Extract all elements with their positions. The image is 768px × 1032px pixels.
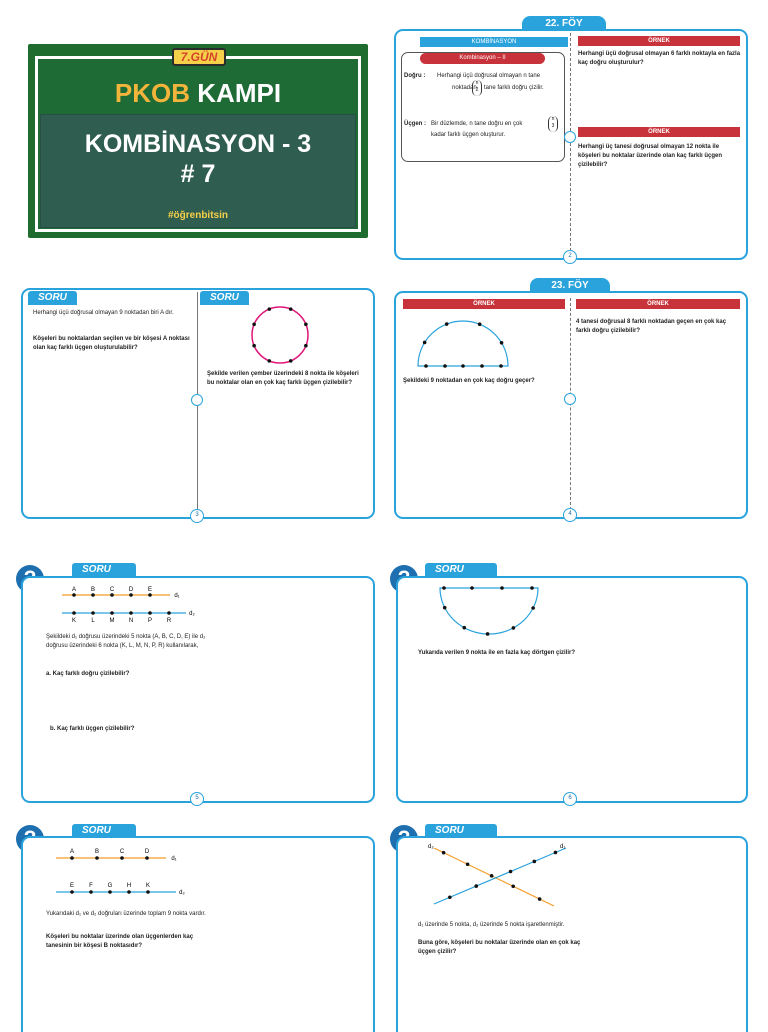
p8-line-d1 — [434, 848, 566, 904]
p5-lines-figure — [58, 586, 198, 626]
p6-diameter-point — [442, 586, 446, 590]
p8-label-d2: d₂ — [428, 844, 434, 850]
p2-dogru-binom — [472, 80, 482, 96]
p3-page-number: 3 — [190, 509, 204, 523]
p5-question-a: a. Kaç farklı doğru çizilebilir? — [46, 671, 130, 677]
p7-d2-label: K — [145, 883, 151, 889]
cover-number: # 7 — [180, 160, 216, 188]
p4-question-1: Şekildeki 9 noktadan en çok kaç doğru geçer? — [403, 378, 535, 384]
p5-d2-point — [129, 611, 133, 615]
p8-d1-point — [533, 860, 537, 864]
p6-diameter-point — [500, 586, 504, 590]
p3-circle-point — [289, 359, 293, 363]
p4-divider-dot — [564, 393, 576, 405]
tab-foy-23: 23. FÖY — [530, 278, 610, 293]
p4-ornek-2: ÖRNEK — [576, 299, 740, 309]
p2-dogru-text2b: tane farklı doğru çizilir. — [484, 85, 544, 91]
p3-circle-point — [252, 344, 256, 348]
p8-label-d1: d₁ — [560, 844, 566, 850]
p2-dogru-label: Doğru : — [404, 73, 426, 79]
p5-d2-label: L — [91, 618, 95, 624]
p5-question-b: b. Kaç farklı üçgen çizilebilir? — [50, 726, 135, 732]
p2-ornek-2: ÖRNEK — [578, 127, 740, 137]
p3-soru-tab-2: SORU — [200, 291, 249, 305]
p3-question-1a: Herhangi üçü doğrusal olmayan 9 noktadan biri A dır. — [33, 310, 174, 316]
p3-circle-point — [289, 307, 293, 311]
p5-d2-label: R — [166, 618, 172, 624]
p7-d1-point — [145, 856, 149, 860]
p7-d1-name: d₁ — [171, 856, 177, 862]
p6-diameter-point — [470, 586, 474, 590]
p4-arc-point — [445, 322, 449, 326]
cover-brand-pkob: PKOB — [114, 78, 191, 108]
p5-d1-label: C — [109, 587, 115, 593]
p7-d1-label: A — [69, 849, 75, 855]
p5-d2-label: K — [71, 618, 77, 624]
p6-page-number: 6 — [563, 792, 577, 806]
p2-ucgen-label: Üçgen : — [404, 121, 427, 127]
p5-d1-label: E — [147, 587, 153, 593]
p5-d1-name: d₁ — [174, 593, 180, 599]
p4-page-number: 4 — [563, 508, 577, 522]
p4-arc-point — [423, 341, 427, 345]
p4-semicircle-arc — [418, 321, 508, 366]
tab-foy-22: 22. FÖY — [522, 16, 606, 31]
p4-semicircle-figure — [412, 316, 514, 368]
p4-diameter-point — [480, 364, 484, 368]
p3-circle-point — [267, 307, 271, 311]
cover-day-badge: 7.GÜN — [172, 48, 226, 66]
p2-ucgen-binom-top: n — [551, 116, 555, 122]
p5-d2-name: d₂ — [189, 611, 195, 617]
p6-soru-tab: SORU — [425, 563, 497, 577]
p4-arc-point — [500, 341, 504, 345]
p8-d1-point — [474, 884, 478, 888]
cover-brand-kampi: KAMPI — [197, 78, 282, 108]
p8-d1-point — [448, 895, 452, 899]
p2-dogru-text1: Herhangi üçü doğrusal olmayan n tane — [437, 73, 541, 79]
p2-ucgen-binom-bottom: 3 — [551, 123, 555, 129]
p5-d1-point — [129, 593, 133, 597]
p2-question-2: Herhangi üç tanesi doğrusal olmayan 12 nokta ile köşeleri bu noktalar üzerinde olan kaç farklı üçgen çizilebilir? — [578, 144, 723, 168]
p2-info-box — [401, 52, 565, 162]
p8-d1-point — [509, 870, 513, 874]
p3-circle-figure — [240, 300, 320, 370]
p3-question-1b: Köşeleri bu noktalardan seçilen ve bir köşesi A noktası olan kaç farklı üçgen oluşturulabilir? — [33, 336, 190, 351]
p6-arc-point — [443, 606, 447, 610]
p7-lines-figure — [52, 846, 192, 900]
p8-d2-point — [490, 874, 494, 878]
p5-d1-point — [91, 593, 95, 597]
p6-arc-point — [486, 632, 490, 636]
p5-d1-label: B — [90, 587, 96, 593]
p7-d1-point — [70, 856, 74, 860]
p4-diameter-point — [499, 364, 503, 368]
p4-question-2: 4 tanesi doğrusal 8 farklı noktadan geçen en çok kaç farklı doğru çizilebilir? — [576, 319, 727, 334]
p7-d2-label: F — [89, 883, 93, 889]
p5-d2-point — [91, 611, 95, 615]
p7-d2-point — [108, 890, 112, 894]
p4-arc-point — [478, 322, 482, 326]
p7-d2-label: E — [69, 883, 75, 889]
p2-divider-dot — [564, 131, 576, 143]
p5-text: Şekildeki d₁ doğrusu üzerindeki 5 nokta (A, B, C, D, E) ile d₂ doğrusu üzerindeki 6 nokta (K, L, M, N, P, R) kullanılarak, — [46, 634, 206, 649]
p7-d2-name: d₂ — [179, 890, 185, 896]
p3-circle-point — [267, 359, 271, 363]
p7-d2-point — [146, 890, 150, 894]
p4-diameter-point — [424, 364, 428, 368]
p8-d1-point — [554, 851, 558, 855]
p8-crossing-lines-figure — [418, 840, 586, 910]
p5-d2-point — [148, 611, 152, 615]
p8-d2-point — [466, 862, 470, 866]
p7-text: Yukarıdaki d₁ ve d₂ doğruları üzerinde toplam 9 nokta vardır. — [46, 911, 206, 917]
p2-ucgen-text1: Bir düzlemde, n tane doğru en çok — [431, 121, 523, 127]
p2-ornek-1: ÖRNEK — [578, 36, 740, 46]
p5-d2-point — [72, 611, 76, 615]
p8-d2-point — [442, 851, 446, 855]
p8-line-d2 — [434, 848, 554, 906]
p5-soru-tab: SORU — [72, 563, 136, 577]
p4-ornek-1: ÖRNEK — [403, 299, 565, 309]
p8-text: d₁ üzerinde 5 nokta, d₂ üzerinde 5 nokta işaretlenmiştir. — [418, 922, 565, 928]
p7-d2-point — [89, 890, 93, 894]
p5-d2-label: M — [109, 618, 115, 624]
p8-d2-point — [538, 897, 542, 901]
p6-question: Yukarıda verilen 9 nokta ile en fazla kaç dörtgen çizilir? — [418, 650, 576, 656]
cover-card — [28, 44, 368, 238]
p4-diameter-point — [461, 364, 465, 368]
p6-semicircle-arc — [440, 588, 538, 634]
p5-d2-point — [167, 611, 171, 615]
p6-arc-point — [531, 606, 535, 610]
p5-d1-point — [148, 593, 152, 597]
p8-soru-tab: SORU — [425, 824, 497, 838]
p5-d2-point — [110, 611, 114, 615]
p3-circle-point — [252, 322, 256, 326]
p7-soru-tab: SORU — [72, 824, 136, 838]
p2-ucgen-binom — [548, 116, 558, 132]
p7-d1-label: B — [94, 849, 100, 855]
p7-question: Köşeleri bu noktalar üzerinde olan üçgenlerden kaç tanesinin bir köşesi B noktasıdır? — [46, 934, 194, 949]
p2-ucgen-text2: kadar farklı üçgen oluşturur. — [431, 132, 506, 138]
p2-dogru-binom-bottom: 2 — [475, 87, 479, 93]
p6-semicircle-figure — [436, 582, 542, 638]
p7-d2-label: H — [126, 883, 132, 889]
p6-arc-point — [512, 626, 516, 630]
p5-d1-point — [110, 593, 114, 597]
p3-question-2: Şekilde verilen çember üzerindeki 8 nokta ile köşeleri bu noktalar olan en çok kaç farklı üçgen çizilebilir? — [207, 371, 359, 386]
p3-circle-point — [304, 344, 308, 348]
p7-d1-point — [120, 856, 124, 860]
p8-d2-point — [511, 884, 515, 888]
cover-title: KOMBİNASYON - 3 — [84, 130, 312, 158]
p2-dogru-text2a: noktadan — [452, 85, 477, 91]
p5-d2-label: N — [128, 618, 134, 624]
p5-d2-label: P — [147, 618, 153, 624]
p5-page-number: 5 — [190, 792, 204, 806]
p3-divider-dot — [191, 394, 203, 406]
p7-d2-point — [127, 890, 131, 894]
p6-diameter-point — [530, 586, 534, 590]
p7-d2-label: G — [107, 883, 113, 889]
p7-d1-point — [95, 856, 99, 860]
p7-d1-label: C — [119, 849, 125, 855]
p2-header: KOMBİNASYON — [420, 37, 568, 47]
p6-arc-point — [462, 626, 466, 630]
p3-circle-point — [304, 322, 308, 326]
p2-dogru-binom-top: n — [475, 80, 479, 86]
p7-d1-label: D — [144, 849, 150, 855]
p2-question-1: Herhangi üçü doğrusal olmayan 6 farklı noktayla en fazla kaç doğru oluşturulur? — [578, 51, 741, 66]
p4-diameter-point — [443, 364, 447, 368]
p3-circle — [252, 307, 308, 363]
p3-soru-tab-1: SORU — [28, 291, 77, 305]
p2-page-number: 2 — [563, 250, 577, 264]
p8-question: Buna göre, köşeleri bu noktalar üzerinde olan en çok kaç üçgen çizilir? — [418, 940, 581, 955]
p5-d1-label: D — [128, 587, 134, 593]
cover-hashtag: #öğrenbitsin — [167, 210, 228, 221]
p7-d2-point — [70, 890, 74, 894]
p2-box-title: Kombinasyon – II — [420, 53, 545, 64]
cover-brand — [28, 78, 368, 108]
p5-d1-point — [72, 593, 76, 597]
p5-d1-label: A — [71, 587, 77, 593]
